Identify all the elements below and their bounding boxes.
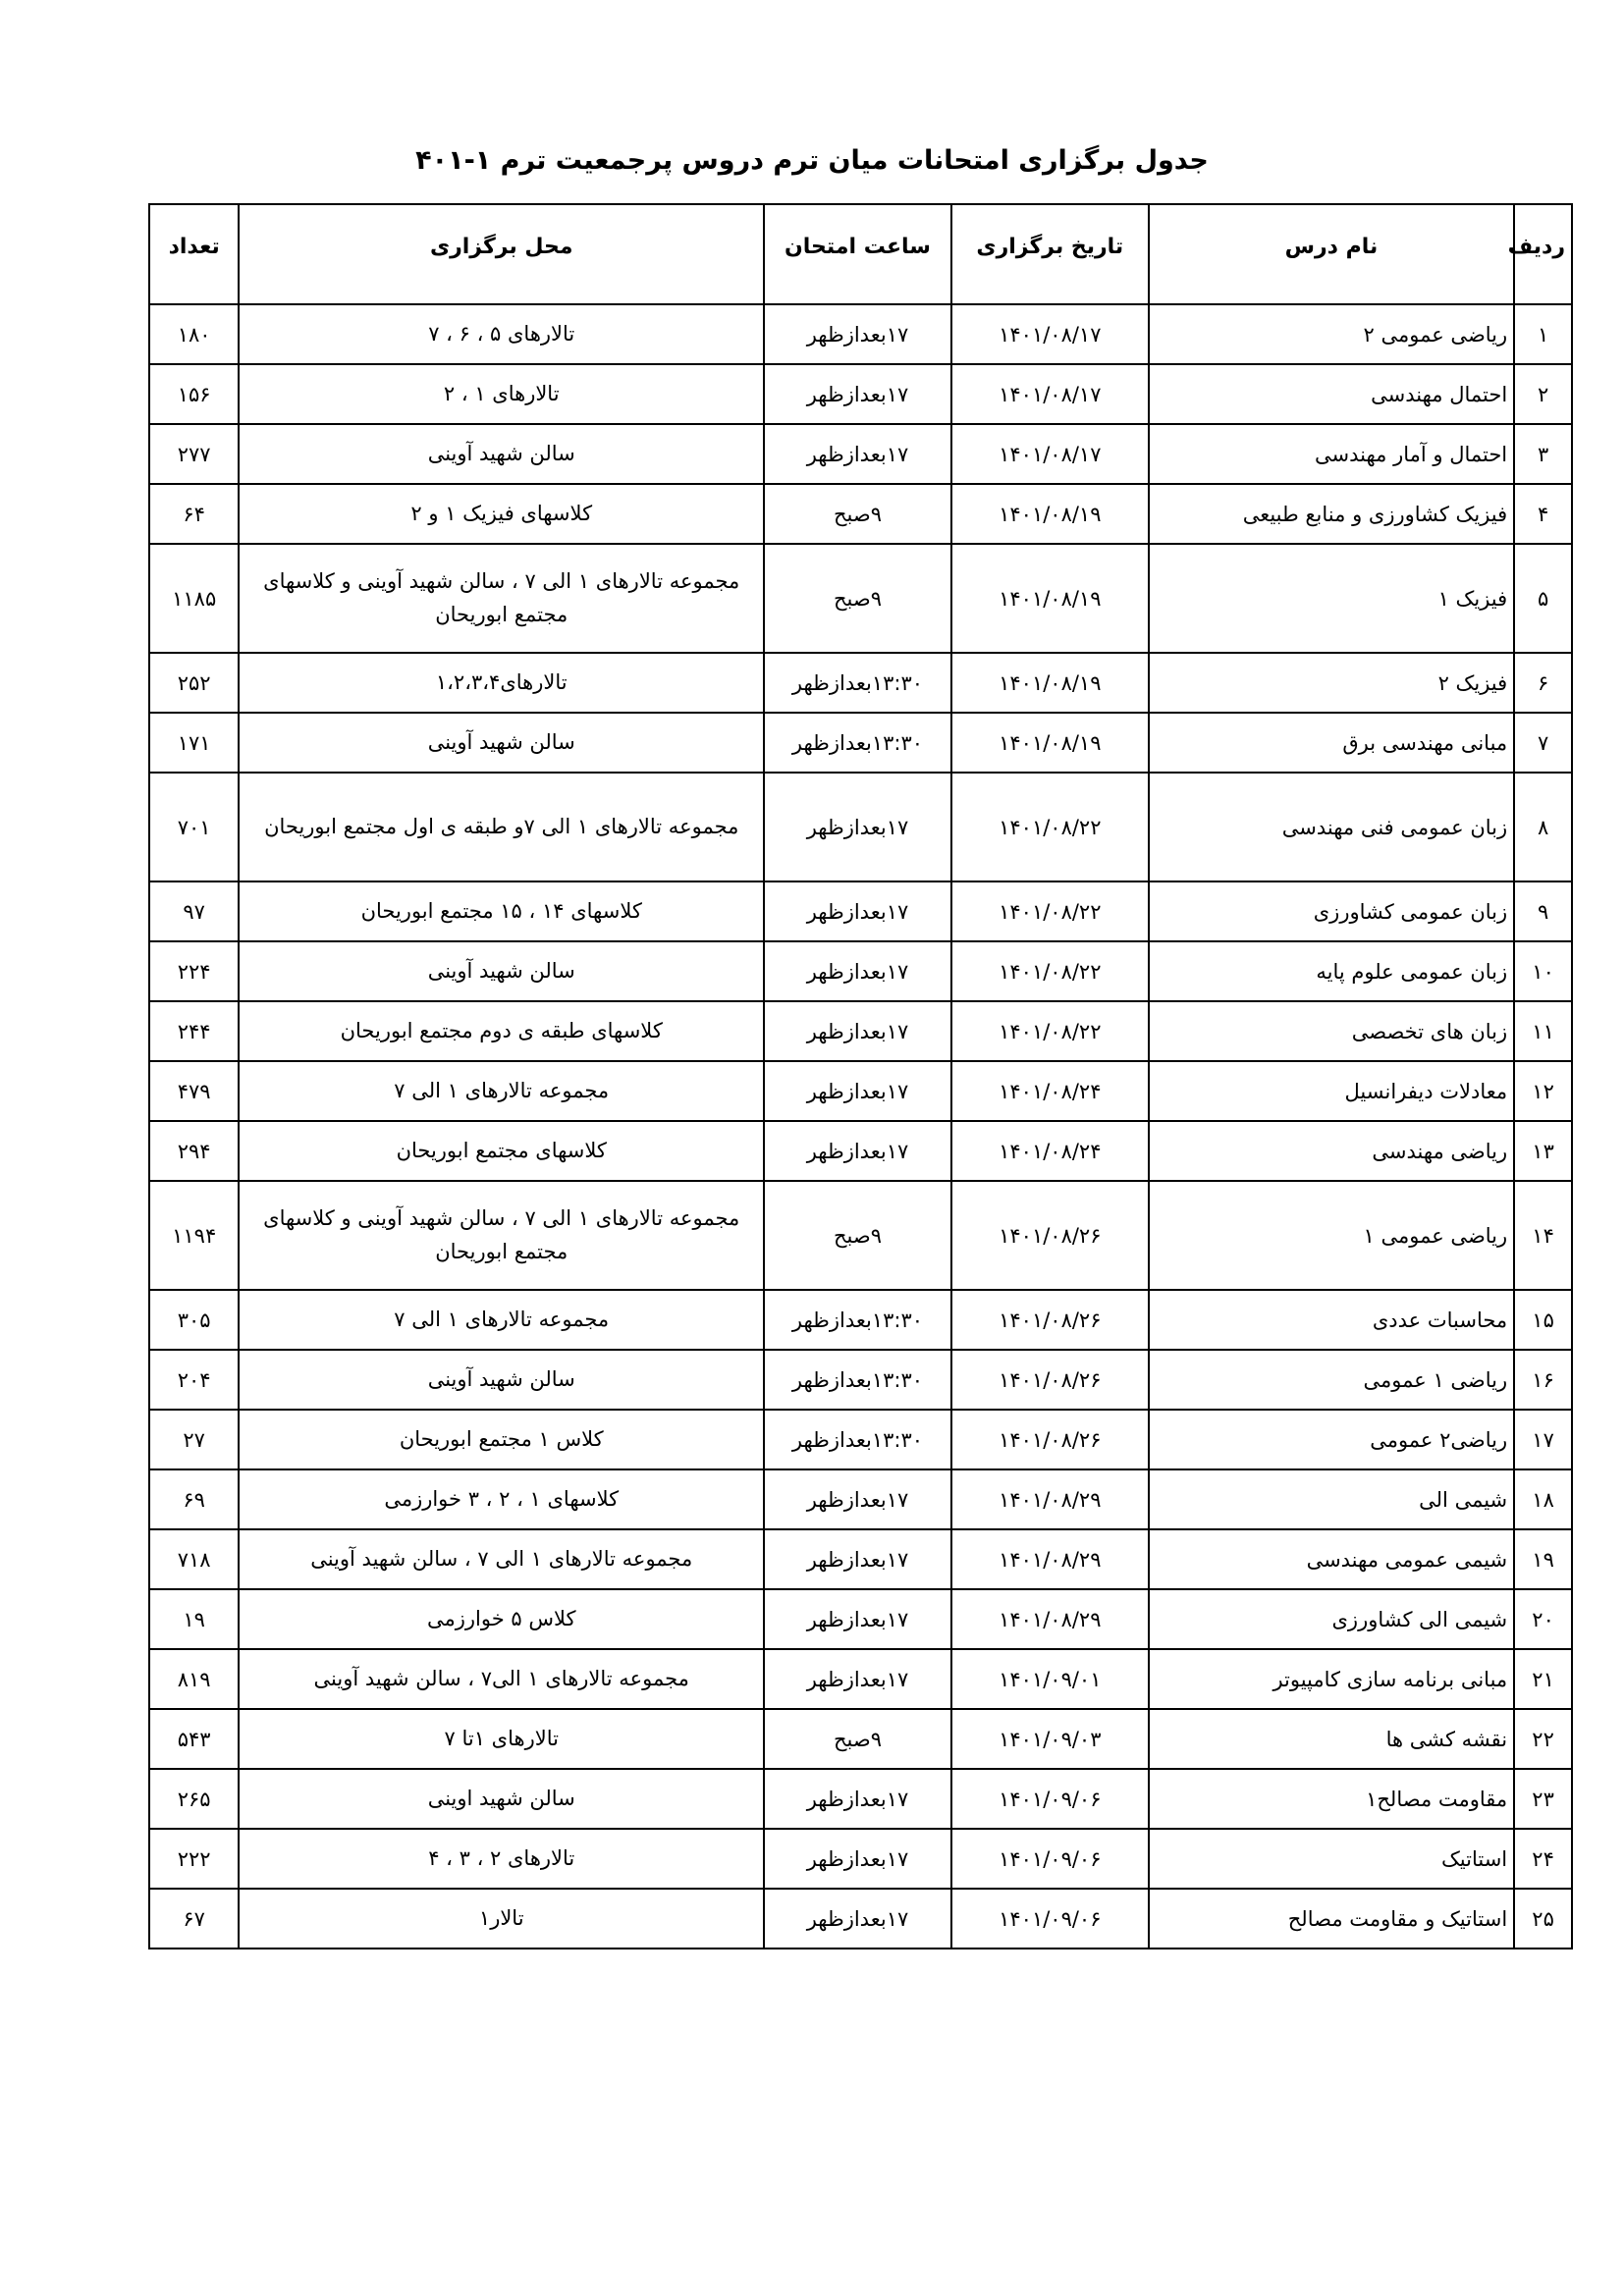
cell-student-count: ۲۴۴ (149, 1001, 239, 1061)
table-row (149, 1121, 1572, 1181)
cell-exam-venue: کلاسهای ۱۴ ، ۱۵ مجتمع ابوریحان (239, 881, 764, 941)
cell-exam-time: ۱۷بعدازظهر (764, 881, 951, 941)
cell-course-name: مبانی برنامه سازی کامپیوتر (1149, 1649, 1514, 1709)
cell-exam-date: ۱۴۰۱/۰۸/۲۴ (951, 1121, 1149, 1181)
cell-course-name: فیزیک ۲ (1149, 653, 1514, 713)
table-row (149, 1529, 1572, 1589)
cell-student-count: ۱۱۹۴ (149, 1181, 239, 1290)
table-row (149, 1589, 1572, 1649)
cell-course-name: فیزیک ۱ (1149, 544, 1514, 653)
cell-student-count: ۸۱۹ (149, 1649, 239, 1709)
cell-row-number: ۲۳ (1514, 1769, 1572, 1829)
cell-row-number: ۹ (1514, 881, 1572, 941)
cell-exam-date: ۱۴۰۱/۰۸/۱۹ (951, 653, 1149, 713)
cell-course-name: استاتیک (1149, 1829, 1514, 1889)
cell-student-count: ۶۷ (149, 1889, 239, 1949)
cell-exam-date: ۱۴۰۱/۰۸/۲۶ (951, 1350, 1149, 1410)
cell-exam-venue: مجموعه تالارهای ۱ الی ۷ (239, 1061, 764, 1121)
cell-row-number: ۱۷ (1514, 1410, 1572, 1469)
header-student-count: تعداد (149, 204, 239, 304)
cell-student-count: ۳۰۵ (149, 1290, 239, 1350)
cell-exam-date: ۱۴۰۱/۰۸/۱۹ (951, 713, 1149, 773)
cell-exam-date: ۱۴۰۱/۰۸/۱۹ (951, 544, 1149, 653)
cell-course-name: استاتیک و مقاومت مصالح (1149, 1889, 1514, 1949)
cell-exam-date: ۱۴۰۱/۰۸/۲۹ (951, 1529, 1149, 1589)
cell-exam-time: ۱۳:۳۰بعدازظهر (764, 1410, 951, 1469)
cell-exam-time: ۱۷بعدازظهر (764, 1649, 951, 1709)
header-course-name: نام درس (1149, 204, 1514, 304)
cell-student-count: ۲۵۲ (149, 653, 239, 713)
cell-row-number: ۱۹ (1514, 1529, 1572, 1589)
cell-exam-time: ۱۷بعدازظهر (764, 1889, 951, 1949)
table-row (149, 1290, 1572, 1350)
table-row (149, 1350, 1572, 1410)
cell-course-name: زبان عمومی فنی مهندسی (1149, 773, 1514, 881)
cell-exam-venue: مجموعه تالارهای ۱ الی ۷ ، سالن شهید آوینی (239, 1529, 764, 1589)
cell-row-number: ۶ (1514, 653, 1572, 713)
cell-exam-time: ۱۷بعدازظهر (764, 1001, 951, 1061)
cell-row-number: ۵ (1514, 544, 1572, 653)
cell-course-name: محاسبات عددی (1149, 1290, 1514, 1350)
table-row (149, 653, 1572, 713)
table-header-row (149, 204, 1572, 304)
exam-schedule-table (148, 203, 1573, 1949)
cell-exam-venue: سالن شهید آوینی (239, 713, 764, 773)
cell-student-count: ۲۷ (149, 1410, 239, 1469)
cell-exam-time: ۹صبح (764, 484, 951, 544)
cell-exam-venue: کلاسهای طبقه ی دوم مجتمع ابوریحان (239, 1001, 764, 1061)
cell-exam-time: ۹صبح (764, 544, 951, 653)
cell-exam-venue: کلاسهای فیزیک ۱ و ۲ (239, 484, 764, 544)
cell-student-count: ۵۴۳ (149, 1709, 239, 1769)
cell-row-number: ۸ (1514, 773, 1572, 881)
cell-student-count: ۴۷۹ (149, 1061, 239, 1121)
cell-student-count: ۱۷۱ (149, 713, 239, 773)
cell-student-count: ۲۲۴ (149, 941, 239, 1001)
table-row (149, 713, 1572, 773)
cell-row-number: ۱۵ (1514, 1290, 1572, 1350)
cell-exam-date: ۱۴۰۱/۰۸/۲۲ (951, 881, 1149, 941)
table-row (149, 424, 1572, 484)
cell-exam-venue: تالارهای ۲ ، ۳ ، ۴ (239, 1829, 764, 1889)
header-exam-date: تاریخ برگزاری (951, 204, 1149, 304)
cell-exam-venue: کلاس ۵ خوارزمی (239, 1589, 764, 1649)
cell-course-name: ریاضی عمومی ۱ (1149, 1181, 1514, 1290)
page-title: جدول برگزاری امتحانات میان ترم دروس پرجمعیت ترم ۱-۴۰۱ (415, 145, 1209, 176)
cell-course-name: ریاضی۲ عمومی (1149, 1410, 1514, 1469)
cell-exam-venue: مجموعه تالارهای ۱ الی ۷ (239, 1290, 764, 1350)
header-row-number: ردیف (1514, 204, 1572, 304)
cell-exam-venue: تالارهای ۱تا ۷ (239, 1709, 764, 1769)
cell-student-count: ۱۸۰ (149, 304, 239, 364)
cell-student-count: ۱۵۶ (149, 364, 239, 424)
cell-row-number: ۱۱ (1514, 1001, 1572, 1061)
cell-row-number: ۲۲ (1514, 1709, 1572, 1769)
cell-student-count: ۶۴ (149, 484, 239, 544)
cell-exam-venue: سالن شهید آوینی (239, 424, 764, 484)
cell-course-name: احتمال و آمار مهندسی (1149, 424, 1514, 484)
cell-student-count: ۲۹۴ (149, 1121, 239, 1181)
table-row (149, 941, 1572, 1001)
cell-course-name: ریاضی ۱ عمومی (1149, 1350, 1514, 1410)
cell-exam-date: ۱۴۰۱/۰۸/۲۶ (951, 1290, 1149, 1350)
table-row (149, 1061, 1572, 1121)
cell-exam-time: ۱۷بعدازظهر (764, 1121, 951, 1181)
cell-exam-time: ۱۷بعدازظهر (764, 1829, 951, 1889)
cell-course-name: زبان های تخصصی (1149, 1001, 1514, 1061)
cell-exam-venue: سالن شهید اوینی (239, 1769, 764, 1829)
cell-exam-venue: مجموعه تالارهای ۱ الی ۷ ، سالن شهید آوینی و کلاسهای مجتمع ابوریحان (239, 544, 764, 653)
cell-student-count: ۲۲۲ (149, 1829, 239, 1889)
cell-exam-venue: سالن شهید آوینی (239, 1350, 764, 1410)
cell-row-number: ۱۶ (1514, 1350, 1572, 1410)
cell-exam-venue: تالارهای ۵ ، ۶ ، ۷ (239, 304, 764, 364)
cell-student-count: ۲۶۵ (149, 1769, 239, 1829)
table-row (149, 1001, 1572, 1061)
cell-exam-time: ۱۷بعدازظهر (764, 364, 951, 424)
cell-exam-time: ۱۳:۳۰بعدازظهر (764, 1290, 951, 1350)
cell-course-name: فیزیک کشاورزی و منابع طبیعی (1149, 484, 1514, 544)
cell-exam-date: ۱۴۰۱/۰۸/۲۹ (951, 1469, 1149, 1529)
cell-exam-time: ۹صبح (764, 1181, 951, 1290)
cell-exam-time: ۱۳:۳۰بعدازظهر (764, 653, 951, 713)
cell-row-number: ۴ (1514, 484, 1572, 544)
cell-exam-time: ۱۷بعدازظهر (764, 1589, 951, 1649)
table-row (149, 484, 1572, 544)
cell-course-name: معادلات دیفرانسیل (1149, 1061, 1514, 1121)
cell-exam-venue: مجموعه تالارهای ۱ الی ۷و طبقه ی اول مجتمع ابوریحان (239, 773, 764, 881)
cell-row-number: ۱۰ (1514, 941, 1572, 1001)
cell-exam-venue: مجموعه تالارهای ۱ الی۷ ، سالن شهید آوینی (239, 1649, 764, 1709)
cell-exam-time: ۱۷بعدازظهر (764, 941, 951, 1001)
cell-row-number: ۱۳ (1514, 1121, 1572, 1181)
table-row (149, 1649, 1572, 1709)
table-row (149, 364, 1572, 424)
table-row (149, 1410, 1572, 1469)
table-row (149, 1829, 1572, 1889)
cell-exam-time: ۱۷بعدازظهر (764, 1469, 951, 1529)
cell-course-name: ریاضی عمومی ۲ (1149, 304, 1514, 364)
cell-exam-time: ۱۳:۳۰بعدازظهر (764, 713, 951, 773)
cell-course-name: ریاضی مهندسی (1149, 1121, 1514, 1181)
cell-student-count: ۷۰۱ (149, 773, 239, 881)
cell-exam-time: ۱۷بعدازظهر (764, 1061, 951, 1121)
cell-exam-date: ۱۴۰۱/۰۸/۱۷ (951, 304, 1149, 364)
cell-row-number: ۲۰ (1514, 1589, 1572, 1649)
cell-exam-date: ۱۴۰۱/۰۸/۲۲ (951, 941, 1149, 1001)
table-row (149, 1889, 1572, 1949)
cell-course-name: شیمی الی کشاورزی (1149, 1589, 1514, 1649)
cell-exam-date: ۱۴۰۱/۰۸/۱۷ (951, 424, 1149, 484)
cell-course-name: مقاومت مصالح۱ (1149, 1769, 1514, 1829)
cell-row-number: ۷ (1514, 713, 1572, 773)
cell-student-count: ۱۱۸۵ (149, 544, 239, 653)
cell-exam-date: ۱۴۰۱/۰۸/۲۶ (951, 1181, 1149, 1290)
cell-exam-venue: تالارهای ۱ ، ۲ (239, 364, 764, 424)
table-row (149, 1469, 1572, 1529)
cell-exam-date: ۱۴۰۱/۰۸/۲۲ (951, 773, 1149, 881)
cell-exam-time: ۱۷بعدازظهر (764, 304, 951, 364)
cell-course-name: نقشه کشی ها (1149, 1709, 1514, 1769)
cell-row-number: ۲۵ (1514, 1889, 1572, 1949)
table-row (149, 881, 1572, 941)
cell-exam-time: ۹صبح (764, 1709, 951, 1769)
cell-exam-time: ۱۷بعدازظهر (764, 424, 951, 484)
cell-exam-venue: تالار۱ (239, 1889, 764, 1949)
cell-exam-date: ۱۴۰۱/۰۸/۲۴ (951, 1061, 1149, 1121)
table-body (149, 304, 1572, 1949)
cell-exam-date: ۱۴۰۱/۰۸/۲۶ (951, 1410, 1149, 1469)
cell-exam-date: ۱۴۰۱/۰۸/۲۲ (951, 1001, 1149, 1061)
cell-row-number: ۲۱ (1514, 1649, 1572, 1709)
cell-exam-date: ۱۴۰۱/۰۸/۲۹ (951, 1589, 1149, 1649)
cell-course-name: شیمی عمومی مهندسی (1149, 1529, 1514, 1589)
cell-student-count: ۹۷ (149, 881, 239, 941)
table-row (149, 544, 1572, 653)
table-row (149, 1769, 1572, 1829)
cell-exam-date: ۱۴۰۱/۰۸/۱۹ (951, 484, 1149, 544)
cell-row-number: ۲ (1514, 364, 1572, 424)
cell-exam-date: ۱۴۰۱/۰۹/۰۶ (951, 1829, 1149, 1889)
table-row (149, 773, 1572, 881)
cell-exam-venue: کلاسهای مجتمع ابوریحان (239, 1121, 764, 1181)
cell-exam-venue: سالن شهید آوینی (239, 941, 764, 1001)
table-row (149, 1181, 1572, 1290)
cell-exam-date: ۱۴۰۱/۰۹/۰۳ (951, 1709, 1149, 1769)
header-exam-venue: محل برگزاری (239, 204, 764, 304)
cell-course-name: مبانی مهندسی برق (1149, 713, 1514, 773)
cell-exam-venue: کلاسهای ۱ ، ۲ ، ۳ خوارزمی (239, 1469, 764, 1529)
cell-exam-venue: کلاس ۱ مجتمع ابوریحان (239, 1410, 764, 1469)
cell-student-count: ۲۰۴ (149, 1350, 239, 1410)
cell-student-count: ۷۱۸ (149, 1529, 239, 1589)
cell-course-name: شیمی الی (1149, 1469, 1514, 1529)
cell-exam-date: ۱۴۰۱/۰۹/۰۱ (951, 1649, 1149, 1709)
cell-exam-date: ۱۴۰۱/۰۸/۱۷ (951, 364, 1149, 424)
cell-exam-time: ۱۷بعدازظهر (764, 1529, 951, 1589)
cell-row-number: ۲۴ (1514, 1829, 1572, 1889)
cell-student-count: ۶۹ (149, 1469, 239, 1529)
cell-exam-venue: مجموعه تالارهای ۱ الی ۷ ، سالن شهید آوینی و کلاسهای مجتمع ابوریحان (239, 1181, 764, 1290)
cell-row-number: ۳ (1514, 424, 1572, 484)
cell-exam-time: ۱۷بعدازظهر (764, 773, 951, 881)
cell-course-name: زبان عمومی کشاورزی (1149, 881, 1514, 941)
table-row (149, 304, 1572, 364)
cell-course-name: زبان عمومی علوم پایه (1149, 941, 1514, 1001)
cell-course-name: احتمال مهندسی (1149, 364, 1514, 424)
cell-student-count: ۲۷۷ (149, 424, 239, 484)
table-row (149, 1709, 1572, 1769)
cell-exam-time: ۱۳:۳۰بعدازظهر (764, 1350, 951, 1410)
cell-exam-date: ۱۴۰۱/۰۹/۰۶ (951, 1889, 1149, 1949)
cell-student-count: ۱۹ (149, 1589, 239, 1649)
cell-exam-time: ۱۷بعدازظهر (764, 1769, 951, 1829)
cell-row-number: ۱ (1514, 304, 1572, 364)
cell-row-number: ۱۸ (1514, 1469, 1572, 1529)
cell-row-number: ۱۴ (1514, 1181, 1572, 1290)
header-exam-time: ساعت امتحان (764, 204, 951, 304)
cell-row-number: ۱۲ (1514, 1061, 1572, 1121)
cell-exam-venue: تالارهای۱،۲،۳،۴ (239, 653, 764, 713)
cell-exam-date: ۱۴۰۱/۰۹/۰۶ (951, 1769, 1149, 1829)
